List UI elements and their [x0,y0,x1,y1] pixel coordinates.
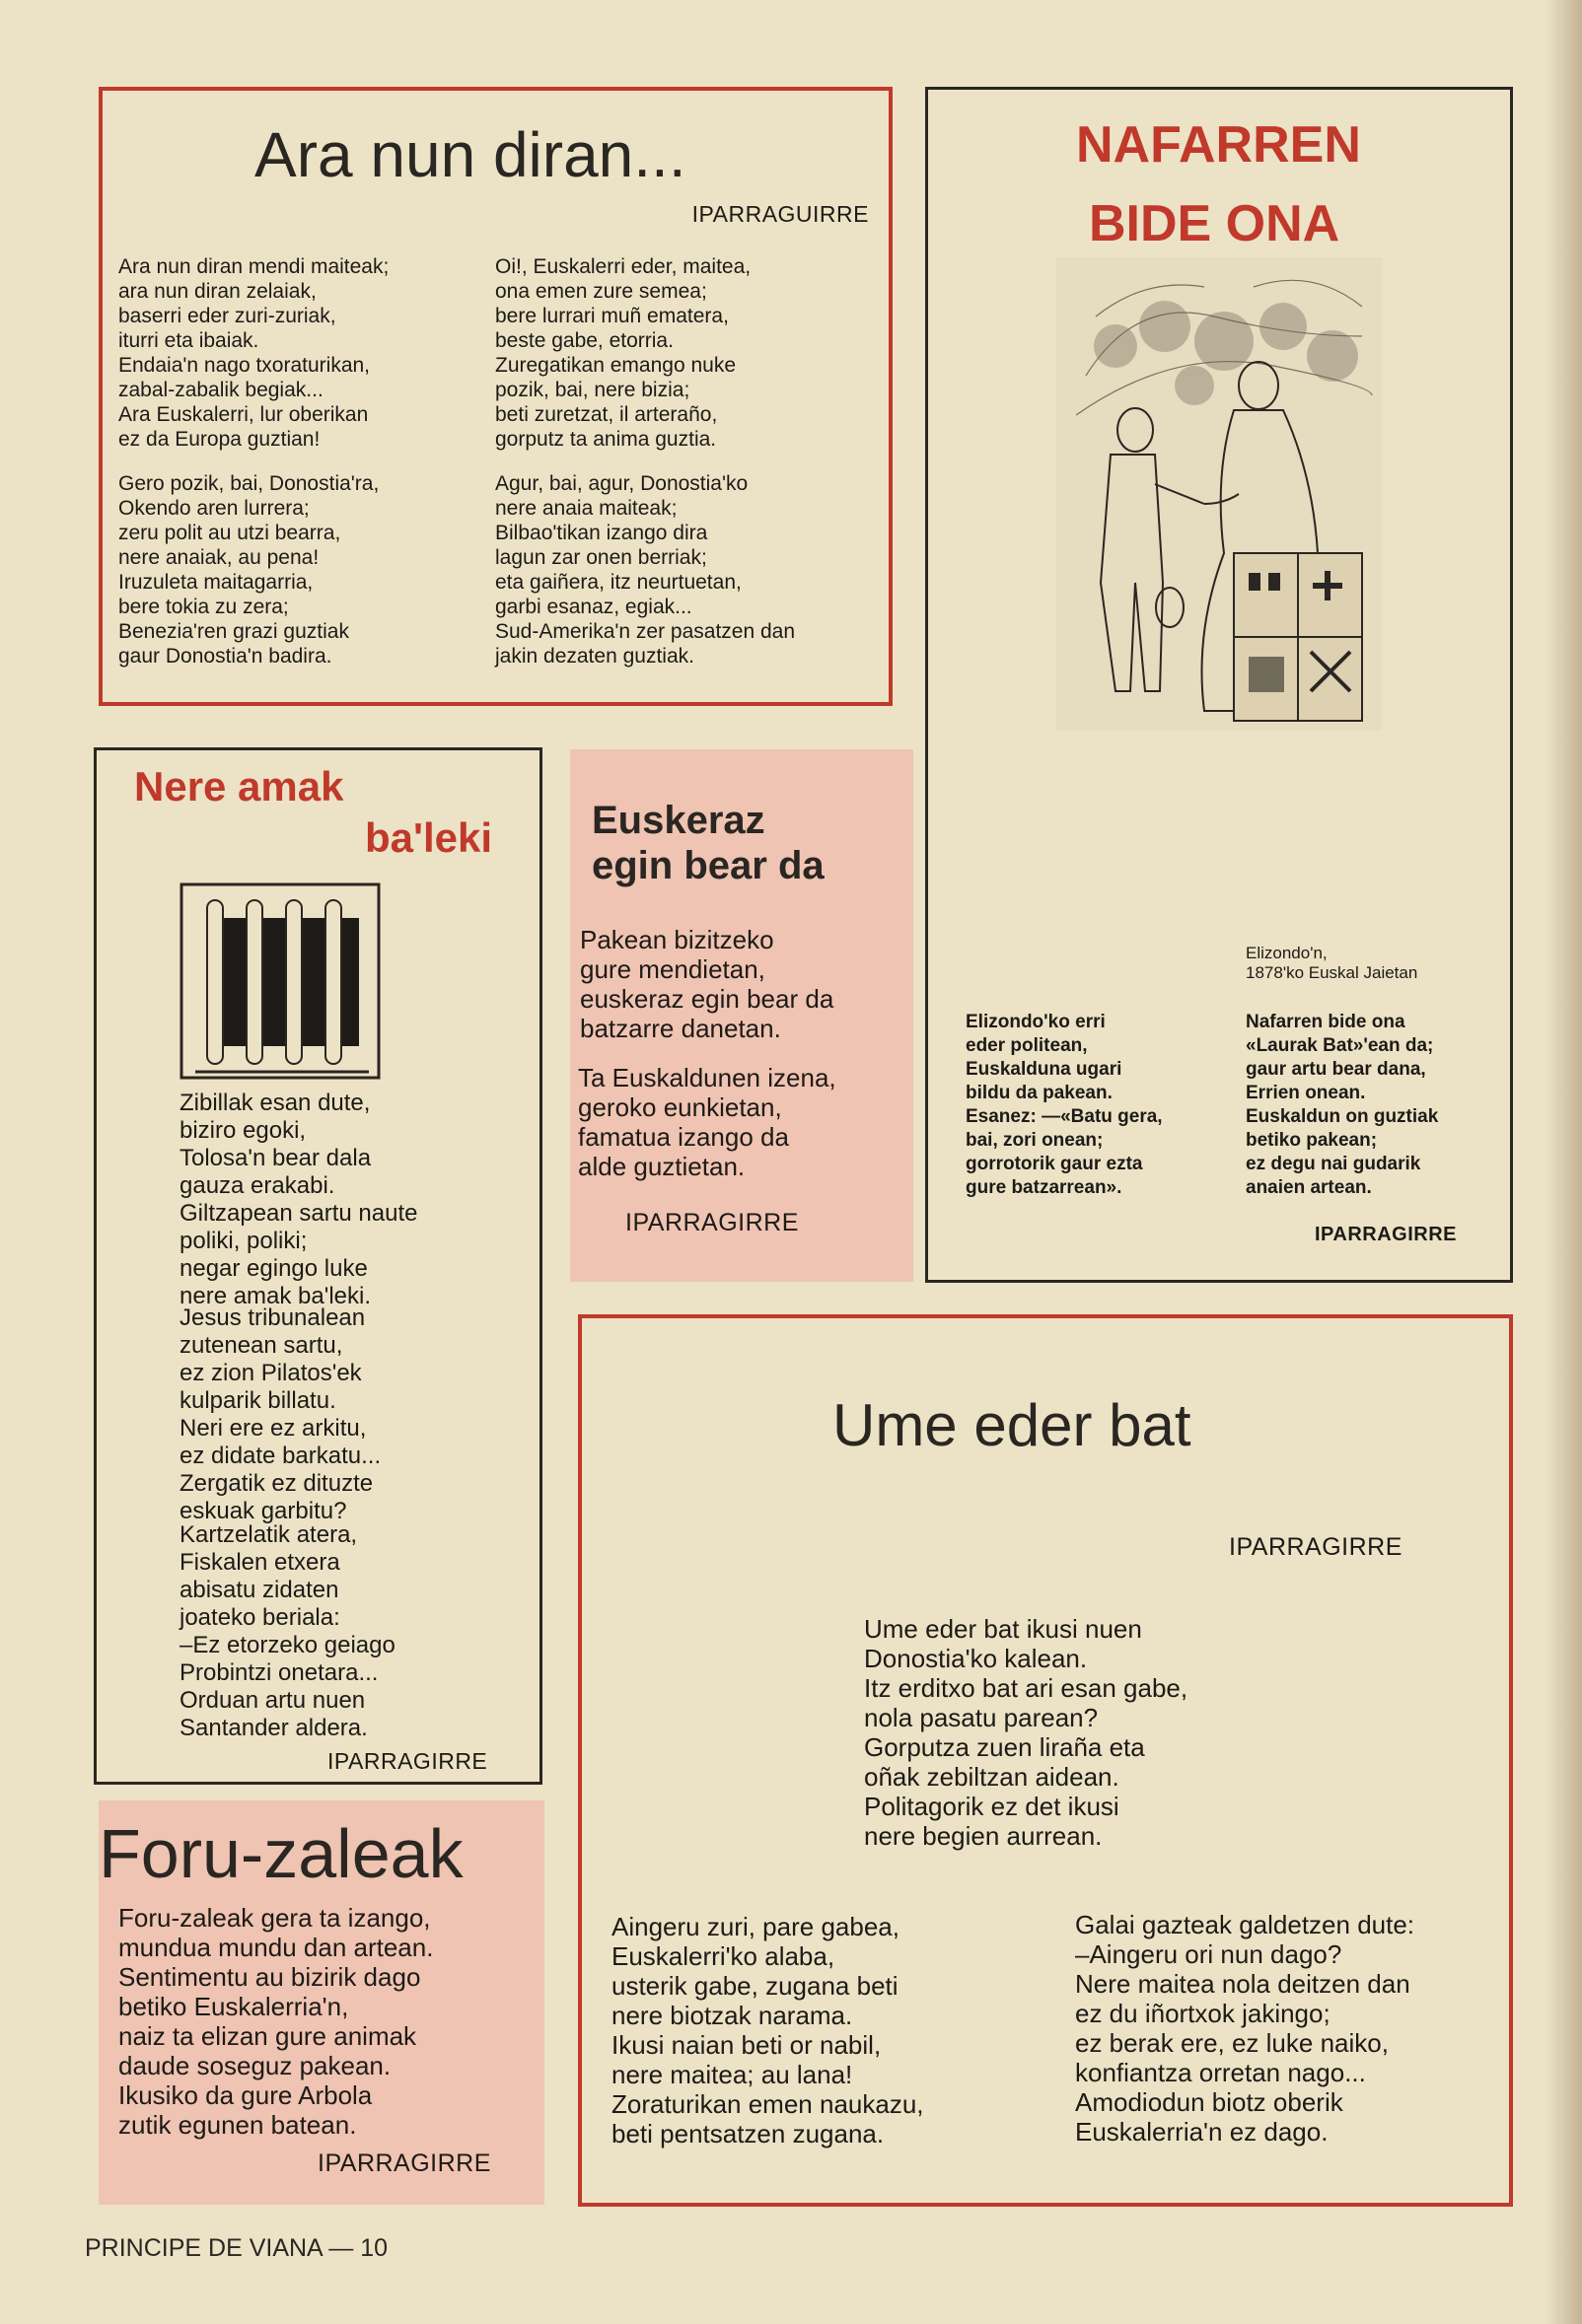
page-footer: PRINCIPE DE VIANA — 10 [85,2234,389,2262]
nafarren-box [925,87,1513,1283]
engraving-illustration [1056,257,1382,731]
page-edge-shade [1545,0,1582,2324]
nafarren-title-line2: BIDE ONA [1089,195,1340,252]
ara-nun-diran-box [99,87,893,706]
nere-amak-stanza2: Jesus tribunalean zutenean sartu, ez zion Pilatos'ek kulparik billatu. Neri ere ez arkitu, ez didate barkatu... Zergatik ez dituzte eskuak garbitu? [180,1304,382,1524]
euskeraz-box [570,749,913,1282]
nafarren-author: IPARRAGIRRE [1315,1224,1458,1245]
nafarren-title-line1: NAFARREN [1076,116,1361,174]
nere-amak-author: IPARRAGIRRE [327,1748,488,1774]
nere-amak-title-line2: ba'leki [365,814,493,861]
euskeraz-stanza2: Ta Euskaldunen izena, geroko eunkietan, famatua izango da alde guztietan. [578,1063,836,1181]
euskeraz-author: IPARRAGIRRE [625,1209,799,1236]
nere-amak-stanza3: Kartzelatik atera, Fiskalen etxera abisatu zidaten joateko beriala: –Ez etorzeko geiago Probintzi onetara... Orduan artu nuen Santander aldera. [180,1521,396,1741]
ara-nun-diran-title: Ara nun diran... [254,119,686,190]
ara-nun-diran-col1-stanza1: Ara nun diran mendi maiteak; ara nun diran zelaiak, baserri eder zuri-zuriak, iturri eta ibaiak. Endaia'n nago txoraturikan, zabal-zabalik begiak... Ara Euskalerri, lur oberikan ez da Europa guztian! [118,255,390,451]
ume-eder-box [578,1314,1513,2207]
ume-eder-stanza1: Ume eder bat ikusi nuen Donostia'ko kalean. Itz erditxo bat ari esan gabe, nola pasatu parean? Gorputza zuen liraña eta oñak zebiltzan aidean. Politagorik ez det ikusi nere begien aurrean. [864,1614,1188,1851]
euskeraz-stanza1: Pakean bizitzeko gure mendietan, euskeraz egin bear da batzarre danetan. [580,925,834,1043]
foru-zaleak-box [99,1800,544,2205]
foru-zaleak-stanza: Foru-zaleak gera ta izango, mundua mundu dan artean. Sentimentu au bizirik dago betiko Euskalerria'n, naiz ta elizan gure animak daude soseguz pakean. Ikusiko da gure Arbola zutik egunen batean. [118,1903,434,2140]
euskeraz-title-line1: Euskeraz [592,799,765,842]
nere-amak-box [94,747,542,1785]
ume-eder-stanza2: Aingeru zuri, pare gabea, Euskalerri'ko alaba, usterik gabe, zugana beti nere biotzak narama. Ikusi naian beti or nabil, nere maitea; au lana! Zoraturikan emen naukazu, beti pentsatzen zugana. [611,1912,924,2148]
nere-amak-title-line1: Nere amak [134,763,344,810]
nafarren-col1: Elizondo'ko erri eder politean, Euskalduna ugari bildu da pakean. Esanez: —«Batu gera, bai, zori onean; gorrotorik gaur ezta gure batzarrean». [966,1012,1163,1198]
foru-zaleak-title: Foru-zaleak [99,1815,464,1892]
ume-eder-author: IPARRAGIRRE [1229,1533,1402,1561]
euskeraz-title-line2: egin bear da [592,844,825,887]
nafarren-caption: Elizondo'n, 1878'ko Euskal Jaietan [1246,944,1418,982]
ume-eder-title: Ume eder bat [832,1392,1191,1458]
ara-nun-diran-col2-stanza1: Oi!, Euskalerri eder, maitea, ona emen zure semea; bere lurrari muñ ematera, beste gabe, etorria. Zuregatikan emango nuke pozik, bai, nere bizia; beti zuretzat, il arteraño, gorputz ta anima guztia. [495,255,752,451]
ara-nun-diran-author: IPARRAGUIRRE [691,201,869,227]
ume-eder-stanza3: Galai gazteak galdetzen dute: –Aingeru ori nun dago? Nere maitea nola deitzen dan ez du iñortxok jakingo; ez berak ere, ez luke naiko, konfiantza orretan nago... Amodiodun biotz oberik Euskalerria'n ez dago. [1075,1910,1415,2147]
foru-zaleak-author: IPARRAGIRRE [318,2149,491,2177]
nafarren-col2: Nafarren bide ona «Laurak Bat»'ean da; gaur artu bear dana, Errien onean. Euskaldun on guztiak betiko pakean; ez degu nai gudarik anaien artean. [1246,1012,1439,1198]
ara-nun-diran-col1-stanza2: Gero pozik, bai, Donostia'ra, Okendo aren lurrera; zeru polit au utzi bearra, nere anaiak, au pena! Iruzuleta maitagarria, bere tokia zu zera; Benezia'ren grazi guztiak gaur Donostia'n badira. [118,472,380,668]
nere-amak-stanza1: Zibillak esan dute, biziro egoki, Tolosa'n bear dala gauza erakabi. Giltzapean sartu naute poliki, poliki; negar egingo luke nere amak ba'leki. [180,1090,418,1309]
ara-nun-diran-col2-stanza2: Agur, bai, agur, Donostia'ko nere anaia maiteak; Bilbao'tikan izango dira lagun zar onen berriak; eta gaiñera, itz neurtuetan, garbi esanaz, egiak... Sud-Amerika'n zer pasatzen dan jakin dezaten guztiak. [495,472,796,668]
prison-bars-illustration [176,879,385,1084]
